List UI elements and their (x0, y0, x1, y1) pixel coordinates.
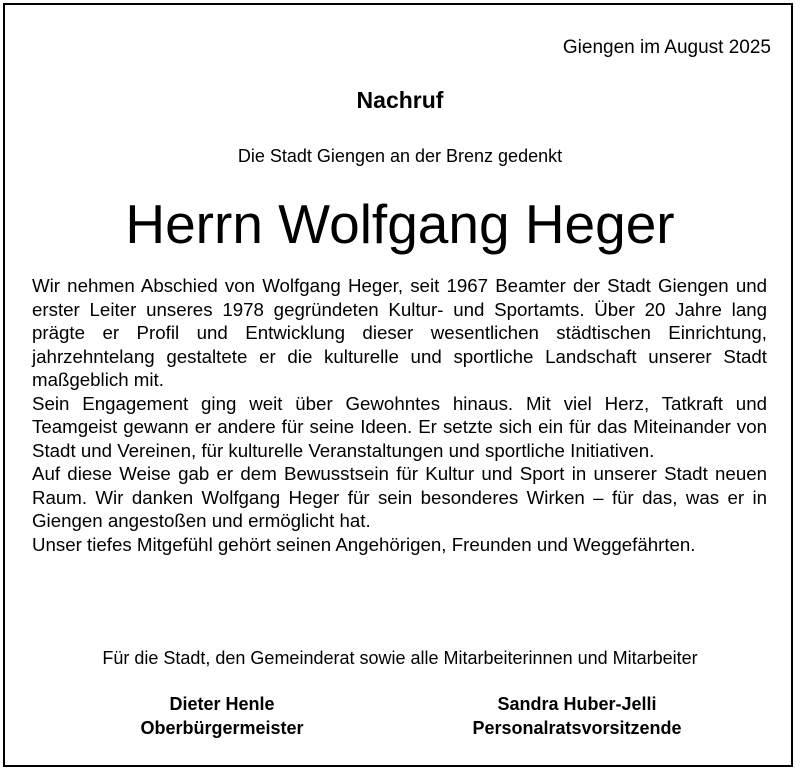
paragraph: Unser tiefes Mitgefühl gehört seinen Angehörigen, Freunden und Weggefährten. (32, 533, 696, 555)
signer-role: Oberbürgermeister (140, 718, 304, 738)
signer-right (427, 692, 727, 740)
paragraph: Auf diese Weise gab er dem Bewusstsein für Kultur und Sport in unserer Stadt neuen Raum. Wir danken Wolfgang Heger für sein besonderes Wirken – für das, was er in Giengen angestoßen und ermöglicht hat. (32, 463, 767, 531)
obituary-text (32, 274, 767, 556)
on-behalf-line: Für die Stadt, den Gemeinderat sowie alle Mitarbeiterinnen und Mitarbeiter (102, 648, 698, 668)
deceased-name: Herrn Wolfgang Heger (125, 193, 675, 255)
subtitle: Die Stadt Giengen an der Brenz gedenkt (237, 146, 563, 166)
signer-name: Dieter Henle (169, 694, 275, 714)
signer-left (72, 692, 372, 740)
page-title: Nachruf (356, 87, 444, 113)
signer-role: Personalratsvorsitzende (472, 718, 682, 738)
paragraph: Sein Engagement ging weit über Gewohntes hinaus. Mit viel Herz, Tatkraft und Teamgeist gewann er andere für seine Ideen. Er setzte sich ein für das Miteinander von Stadt und Vereinen, für kulturelle Veranstaltungen und sportliche Initiativen. (32, 392, 767, 461)
paragraph: Wir nehmen Abschied von Wolfgang Heger, seit 1967 Beamter der Stadt Giengen und erster Leiter unseres 1978 gegründeten Kultur- und Sportamts. Über 20 Jahre lang prägte er Profil und Entwicklung dieser wesentlichen städtischen Einrichtung, jahrzehntelang gestaltete er die kulturelle und sportliche Landschaft unserer Stadt maßgeblich mit. (32, 275, 767, 390)
place-date: Giengen im August 2025 (562, 37, 771, 58)
signer-name: Sandra Huber-Jelli (497, 694, 657, 714)
